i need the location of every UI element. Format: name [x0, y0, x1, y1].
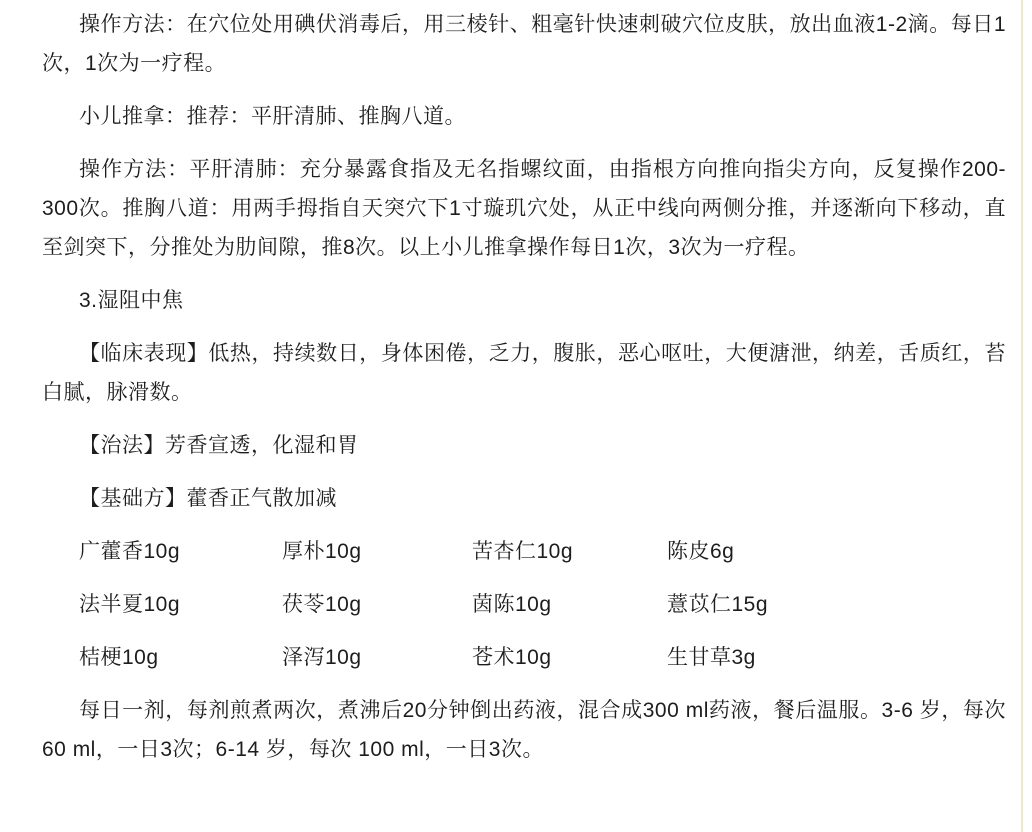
herb-item: 法半夏10g: [79, 593, 181, 616]
herb-item: 苍术10g: [472, 646, 552, 669]
herb-item: 生甘草3g: [667, 646, 756, 669]
para-clinical-manifestations: 【临床表现】低热，持续数日，身体困倦，乏力，腹胀，恶心呕吐，大便溏泄，纳差，舌质红，苔白腻，脉滑数。: [42, 342, 1006, 404]
para-base-formula: 【基础方】藿香正气散加减: [79, 487, 337, 510]
herb-table-row-3: [79, 638, 1006, 677]
herb-table-row-2: [79, 585, 1006, 624]
herb-item: 广藿香10g: [79, 540, 181, 563]
herb-item: 泽泻10g: [282, 646, 362, 669]
herb-item: 茯苓10g: [282, 593, 362, 616]
herb-item: 桔梗10g: [79, 646, 159, 669]
herb-item: 茵陈10g: [472, 593, 552, 616]
para-dosage-instructions: 每日一剂，每剂煎煮两次，煮沸后20分钟倒出药液，混合成300 ml药液，餐后温服。3-6 岁，每次 60 ml，一日3次；6-14 岁，每次 100 ml，一日3次。: [42, 699, 1006, 761]
heading-damp-obstruction-middle-jiao: 3.湿阻中焦: [79, 289, 184, 312]
para-operation-method-massage: 操作方法：平肝清肺：充分暴露食指及无名指螺纹面，由指根方向推向指尖方向，反复操作200-300次。推胸八道：用两手拇指自天突穴下1寸璇玑穴处，从正中线向两侧分推，并逐渐向下移动，直至剑突下，分推处为肋间隙，推8次。以上小儿推拿操作每日1次，3次为一疗程。: [42, 158, 1006, 259]
herb-item: 陈皮6g: [667, 540, 735, 563]
herb-item: 薏苡仁15g: [667, 593, 769, 616]
herb-item: 苦杏仁10g: [472, 540, 574, 563]
herb-table-row-1: [79, 532, 1006, 571]
para-treatment-method: 【治法】芳香宣透，化湿和胃: [79, 434, 359, 457]
para-operation-method-bloodletting: 操作方法：在穴位处用碘伏消毒后，用三棱针、粗毫针快速刺破穴位皮肤，放出血液1-2滴。每日1次，1次为一疗程。: [42, 13, 1006, 75]
page-right-edge-border: [1021, 0, 1023, 832]
para-pediatric-massage-recommendation: 小儿推拿：推荐：平肝清肺、推胸八道。: [79, 105, 466, 128]
herb-item: 厚朴10g: [282, 540, 362, 563]
